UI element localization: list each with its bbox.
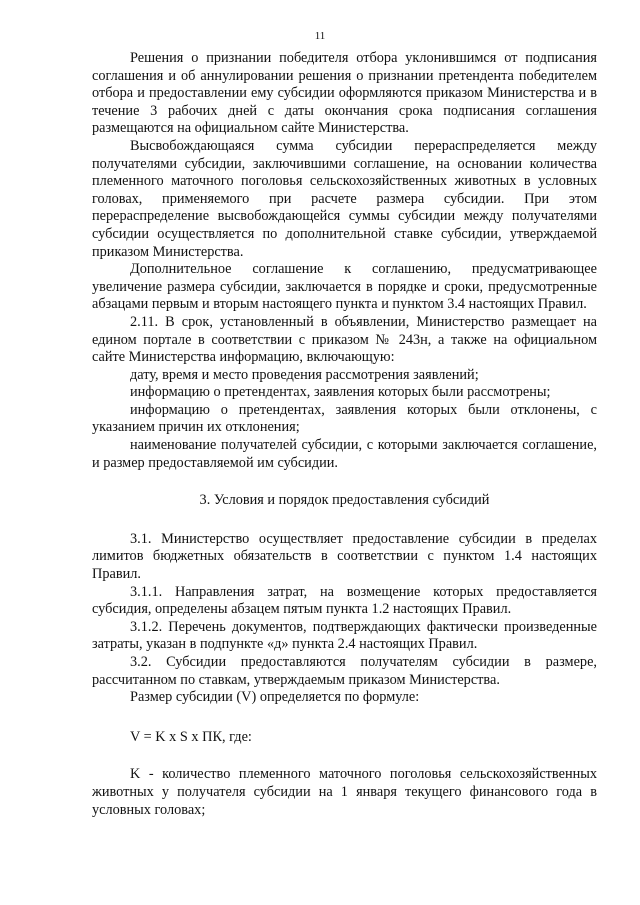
- list-item-date-time-place: дату, время и место проведения рассмотрения заявлений;: [130, 366, 479, 383]
- paragraph-additional-agreement: Дополнительное соглашение к соглашению, предусматривающее увеличение размера субсидии, заключается в порядке и сроки, предусмотренные абзацами первым и вторым настоящего пункта и пунктом 3.4 настоящих Правил.: [92, 261, 597, 313]
- paragraph-redistribution: Высвобождающаяся сумма субсидии перераспределяется между получателями субсидии, заключившими соглашение, на основании количества племенного маточного поголовья сельскохозяйственных животных в условных головах, применяемого при расчете размера субсидии. При этом перераспределение высвобождающейся суммы субсидии между получателями субсидии осуществляется по дополнительной ставке субсидии, утверждаемой приказом Министерства.: [92, 137, 597, 260]
- list-item-reviewed-applicants: информацию о претендентах, заявления которых были рассмотрены;: [130, 384, 551, 401]
- paragraph-3-1-1: 3.1.1. Направления затрат, на возмещение которых предоставляется субсидия, определены абзацем пятым пункта 1.2 настоящих Правил.: [92, 583, 597, 618]
- paragraph-formula-intro: Размер субсидии (V) определяется по формуле:: [130, 689, 420, 706]
- formula: V = K x S x ПК, где:: [130, 728, 252, 745]
- page-number: 11: [314, 30, 326, 42]
- section-heading: 3. Условия и порядок предоставления субсидий: [199, 492, 490, 509]
- list-item-recipients: наименование получателей субсидии, с которыми заключается соглашение, и размер предоставляемой им субсидии.: [92, 437, 597, 471]
- paragraph-3-1-2: 3.1.2. Перечень документов, подтверждающих фактически произведенные затраты, указан в подпункте «д» пункта 2.4 настоящих Правил.: [92, 618, 597, 653]
- list-item-rejected-applicants: информацию о претендентах, заявления которых были отклонены, с указанием причин их отклонения;: [92, 401, 597, 436]
- definition-k: K - количество племенного маточного поголовья сельскохозяйственных животных у получателя субсидии на 1 января текущего финансового года в условных головах;: [92, 766, 597, 818]
- paragraph-3-1: 3.1. Министерство осуществляет предоставление субсидии в пределах лимитов бюджетных обязательств в соответствии с пунктом 1.4 настоящих Правил.: [92, 530, 597, 583]
- paragraph-2-11: 2.11. В срок, установленный в объявлении, Министерство размещает на едином портале в соответствии с приказом № 243н, а также на официальном сайте Министерства информацию, включающую:: [92, 313, 597, 366]
- paragraph-winner-refusal: Решения о признании победителя отбора уклонившимся от подписания соглашения и об аннулировании решения о признании претендента победителем отбора и предоставлении ему субсидии оформляются приказом Министерства и в течение 3 рабочих дней с даты окончания срока подписания соглашения размещаются на официальном сайте Министерства.: [92, 50, 597, 137]
- document-body: [92, 50, 597, 819]
- paragraph-3-2: 3.2. Субсидии предоставляются получателям субсидии в размере, рассчитанном по ставкам, утверждаемым приказом Министерства.: [92, 654, 597, 688]
